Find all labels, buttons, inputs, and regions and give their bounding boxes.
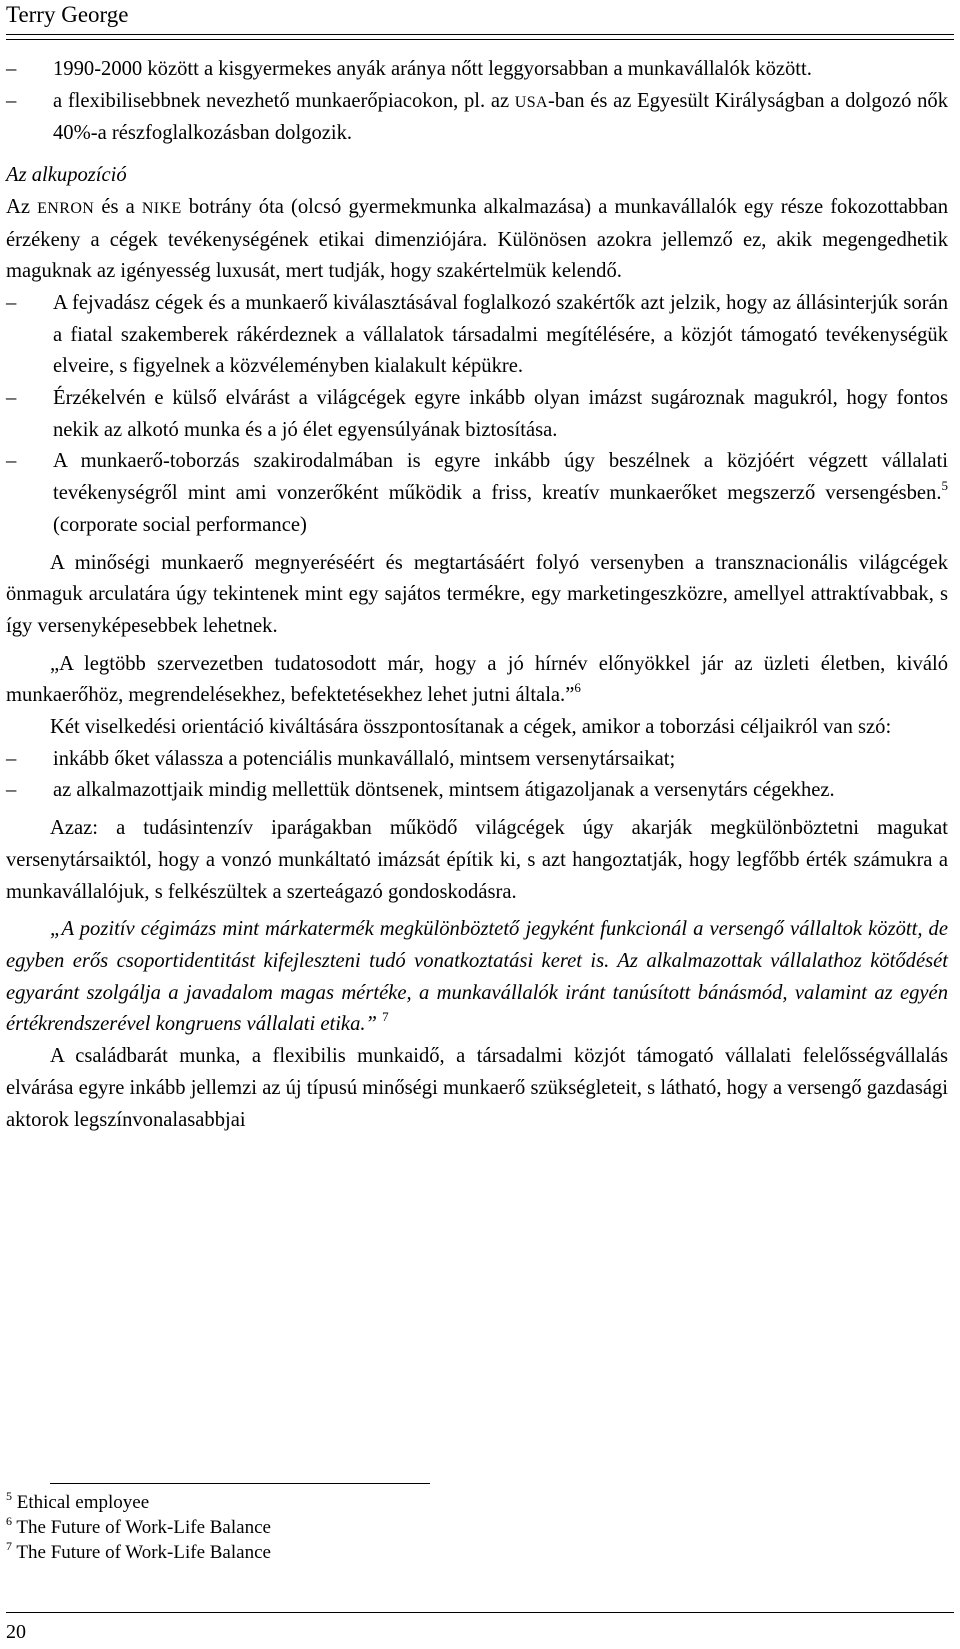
paragraph: Azaz: a tudásintenzív iparágakban működő világcégek úgy akarják megkülönböztetni magukat versenytársaiktól, hogy a vonzó munkáltató imázsát építik ki, s azt hangoztatják, hogy legfőbb érték számukra a munkavállalójuk, s felkészültek a szerteágazó gondoskodásra.	[6, 817, 948, 903]
paragraph: A minőségi munkaerő megnyeréséért és megtartásáért folyó versenyben a transznacionális világcégek önmaguk arculatára úgy tekintenek mint egy sajátos termékre, egy marketingeszközre, amellyel attraktívabbak, s így versenyképesebbek lehetnek.	[6, 551, 948, 637]
dash-marker: –	[6, 779, 17, 802]
quote-paragraph: „A pozitív cégimázs mint márkatermék megkülönböztető jegyként funkcionál a versengő vállaltok között, de egyben erős csoportidentitást kifejleszteni tudó vonatkoztatási keret is. Az alkalmazottak vállalathoz kötődését egyaránt szolgálja a javadalom magas mértéke, a munkavállalók iránt tanúsított bánásmód, valamint az egyén értékrendszerével kongruens vállalati etika.” $^7$	[6, 918, 948, 1036]
dash-marker: –	[6, 291, 17, 314]
dash-marker: –	[6, 58, 17, 80]
header-rule	[6, 34, 954, 40]
list-item: – A fejvadász cégek és a munkaerő kiválasztásával foglalkozó szakértők azt jelzik, hogy az állásinterjúk során a fiatal szakemberek rákérdeznek a vállalatok társadalmi megítélésére, a közjót támogató tevékenységük elveire, s figyelnek a közvéleményben kialakult képükre.	[6, 288, 948, 383]
list-item: – a flexibilisebbnek nevezhető munkaerőpiacokon, pl. az USA-ban és az Egyesült Királyságban a dolgozó nők 40%-a részfoglalkozásban dolgozik.	[6, 86, 948, 150]
section-heading: Az alkupozíció	[6, 164, 127, 187]
list-item: – A munkaerő-toborzás szakirodalmában is egyre inkább úgy beszélnek a közjóért végzett vállalati tevékenységről mint ami vonzerőként működik a friss, kreatív munkaerőket megszerző versengésben.$^5$ (corporate social performance)	[6, 446, 948, 541]
running-head: Terry George	[6, 2, 129, 27]
footnote-ref[interactable]: 5	[941, 478, 948, 494]
footnote: $^7$ The Future of Work-Life Balance	[6, 1539, 271, 1563]
quote-paragraph: „A legtöbb szervezetben tudatosodott már, hogy a jó hírnév előnyökkel jár az üzleti életben, kiváló munkaerőhöz, megrendelésekhez, befektetésekhez lehet jutni általa.”$^6$	[6, 652, 948, 707]
dash-marker: –	[6, 450, 17, 473]
dash-marker: –	[6, 89, 17, 112]
list-item: – 1990-2000 között a kisgyermekes anyák aránya nőtt leggyorsabban a munkavállalók között.	[6, 54, 948, 86]
list-item: – Érzékelvén e külső elvárást a világcégek egyre inkább olyan imázst sugároznak magukról, hogy fontos nekik az alkotó munka és a jó élet egyensúlyának biztosítása.	[6, 383, 948, 446]
page-body	[6, 54, 948, 1136]
footnote: $^6$ The Future of Work-Life Balance	[6, 1514, 271, 1538]
paragraph: A családbarát munka, a flexibilis munkaidő, a társadalmi közjót támogató vállalati felelősségvállalás elvárása egyre inkább jellemzi az új típusú minőségi munkaerő szükségleteit, s látható, hogy a versengő gazdasági aktorok legszínvonalasabbjai	[6, 1045, 948, 1131]
dash-marker: –	[6, 387, 17, 410]
dash-marker: –	[6, 747, 17, 770]
paragraph: Két viselkedési orientáció kiváltására összpontosítanak a cégek, amikor a toborzási céljaikról van szó:	[50, 716, 892, 739]
footnote-ref[interactable]: 7	[382, 1009, 389, 1025]
footnotes	[6, 1490, 271, 1565]
footnote-separator	[50, 1483, 430, 1484]
footnote-ref[interactable]: 6	[574, 680, 581, 696]
list-item: – inkább őket válassza a potenciális munkavállaló, mintsem versenytársaikat;	[6, 744, 948, 776]
footer-rule	[6, 1612, 954, 1613]
footnote: $^5$ Ethical employee	[6, 1489, 150, 1513]
paragraph: Az ENRON és a NIKE botrány óta (olcsó gyermekmunka alkalmazása) a munkavállalók egy része fokozottabban érzékeny a cégek tevékenységének etikai dimenziójára. Különösen azokra jellemző ez, akik megengedhetik maguknak az igényesség luxusát, mert tudják, hogy szakértelmük kelendő.	[6, 195, 948, 283]
page-number: 20	[6, 1621, 26, 1643]
list-item: – az alkalmazottjaik mindig mellettük döntsenek, mintsem átigazoljanak a versenytárs cégekhez.	[6, 775, 948, 807]
